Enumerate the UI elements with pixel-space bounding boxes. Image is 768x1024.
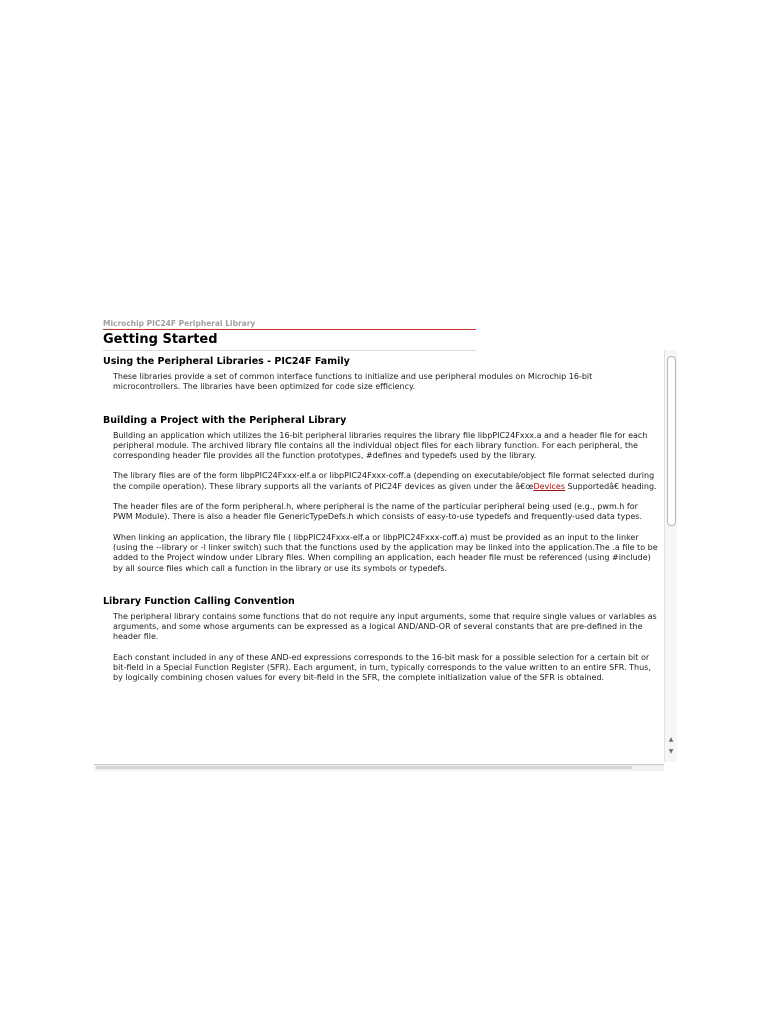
breadcrumb[interactable]: Microchip PIC24F Peripheral Library [103,319,256,328]
section-heading-using-libraries: Using the Peripheral Libraries - PIC24F Family [103,356,350,367]
devices-link[interactable]: Devices [533,481,565,491]
paragraph-text: Supportedâ€ heading. [564,481,657,491]
paragraph-text: The library files are of the form libpPIC24Fxxx-elf.a or libpPIC24Fxxx-coff.a (depending on executable/object file format selected during the compile operation). These library supports all the variants of PIC24F devices as given under the â€œ [113,471,655,491]
section-heading-building-project: Building a Project with the Peripheral Library [103,414,347,426]
scroll-down-arrow-icon[interactable]: ▼ [668,748,674,755]
document-content [103,356,658,694]
section-heading-calling-convention: Library Function Calling Convention [103,595,295,607]
paragraph-devices [113,471,658,492]
title-divider [103,350,476,351]
breadcrumb-divider [103,329,476,330]
paragraph: Building an application which utilizes the 16-bit peripheral libraries requires the library file libpPIC24Fxxx.a and a header file for each peripheral module. The archived library file contains all the individual object files for each library function. For each peripheral, the corresponding header file provides all the function prototypes, #defines and typedefs used by the library. [113,430,648,461]
vertical-scroll-thumb[interactable] [667,356,676,526]
help-viewer [94,316,678,772]
paragraph: The peripheral library contains some functions that do not require any input arguments, some that require single values or variables as arguments, and some whose arguments can be expressed as a logical AND/AND-OR of several constants that are pre-defined in the header file. [113,611,657,642]
horizontal-scrollbar[interactable] [94,764,664,771]
paragraph: When linking an application, the library file ( libpPIC24Fxxx-elf.a or libpPIC24Fxxx-coff.a) must be provided as an input to the linker (using the --library or -l linker switch) such that the functions used by the application may be linked into the application.The .a file to be added to the Project window under Library files. When compiling an application, each header file must be referenced (using #include) by all source files which call a function in the library or use its symbols or typedefs. [113,532,658,573]
scroll-up-arrow-icon[interactable]: ▲ [668,736,674,743]
paragraph: The header files are of the form peripheral.h, where peripheral is the name of the particular peripheral being used (e.g., pwm.h for PWM Module). There is also a header file GenericTypeDefs.h which consists of easy-to-use typedefs and frequently-used data types. [113,502,642,522]
paragraph: These libraries provide a set of common interface functions to initialize and use peripheral modules on Microchip 16-bit microcontrollers. The libraries have been optimized for code size efficiency. [113,372,593,392]
paragraph: Each constant included in any of these AND-ed expressions corresponds to the 16-bit mask for a possible selection for a certain bit or bit-field in a Special Function Register (SFR). Each argument, in turn, typically corresponds to the value written to an entire SFR. Thus, by logically combining chosen values for every bit-field in the SFR, the complete initialization value of the SFR is obtained. [113,652,651,683]
page-title: Getting Started [103,332,218,347]
horizontal-scroll-thumb[interactable] [96,766,632,769]
vertical-scrollbar[interactable] [664,350,677,762]
